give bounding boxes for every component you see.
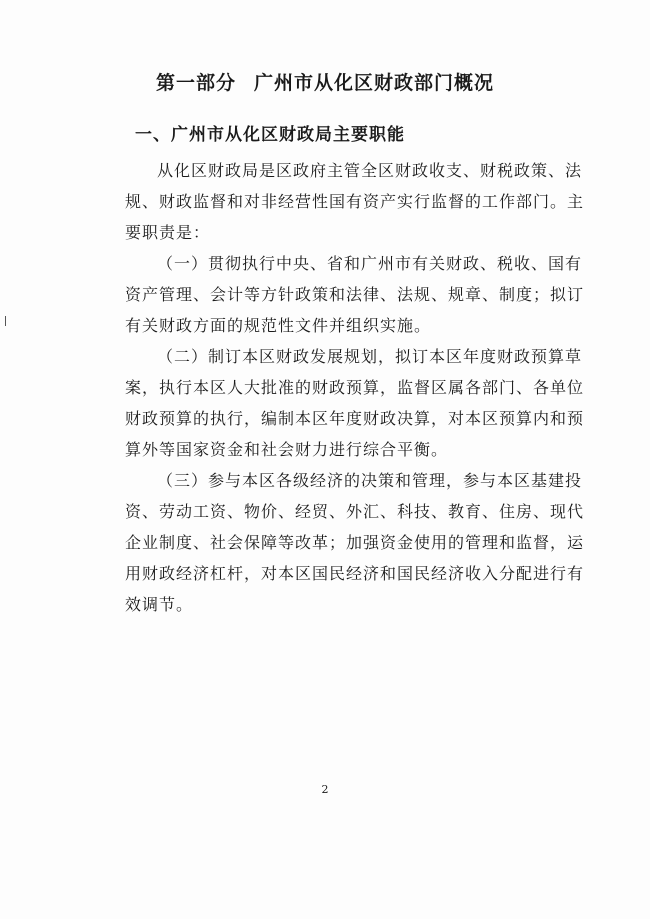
- section-heading: 一、广州市从化区财政局主要职能: [135, 125, 405, 145]
- page-title: [0, 68, 650, 95]
- title-main-text: 广州市从化区财政部门概况: [254, 72, 495, 94]
- paragraph-line: 从化区财政局是区政府主管全区财政收支、财税政策、法: [157, 161, 583, 180]
- title-part-label: 第一部分: [155, 72, 236, 94]
- page-number: 2: [321, 783, 329, 796]
- paragraph-line: 用财政经济杠杆，对本区国民经济和国民经济收入分配进行有: [125, 564, 585, 583]
- paragraph-line: 企业制度、社会保障等改革；加强资金使用的管理和监督，运: [125, 533, 585, 552]
- paragraph-line: 规、财政监督和对非经营性国有资产实行监督的工作部门。主: [125, 192, 585, 211]
- paragraph-line: 有关财政方面的规范性文件并组织实施。: [125, 316, 432, 335]
- paragraph-line: 资、劳动工资、物价、经贸、外汇、科技、教育、住房、现代: [125, 502, 585, 521]
- paragraph-line: （一）贯彻执行中央、省和广州市有关财政、税收、国有: [157, 254, 583, 273]
- paragraph-line: 算外等国家资金和社会财力进行综合平衡。: [125, 440, 449, 459]
- duty-item-1: [125, 248, 585, 341]
- paragraph-line: 资产管理、会计等方针政策和法律、法规、规章、制度；拟订: [125, 285, 585, 304]
- paragraph-line: 要职责是：: [125, 223, 211, 242]
- duty-item-3: [125, 465, 585, 620]
- paragraph-line: 财政预算的执行，编制本区年度财政决算，对本区预算内和预: [125, 409, 585, 428]
- duty-item-2: [125, 341, 585, 465]
- paragraph-line: 效调节。: [125, 595, 194, 614]
- paragraph-line: 案，执行本区人大批准的财政预算，监督区属各部门、各单位: [125, 378, 585, 397]
- scan-artifact-mark: [5, 316, 6, 326]
- document-body: [125, 120, 585, 620]
- paragraph-line: （二）制订本区财政发展规划，拟订本区年度财政预算草: [157, 347, 583, 366]
- paragraph-line: （三）参与本区各级经济的决策和管理，参与本区基建投: [157, 471, 583, 490]
- intro-paragraph: [125, 155, 585, 248]
